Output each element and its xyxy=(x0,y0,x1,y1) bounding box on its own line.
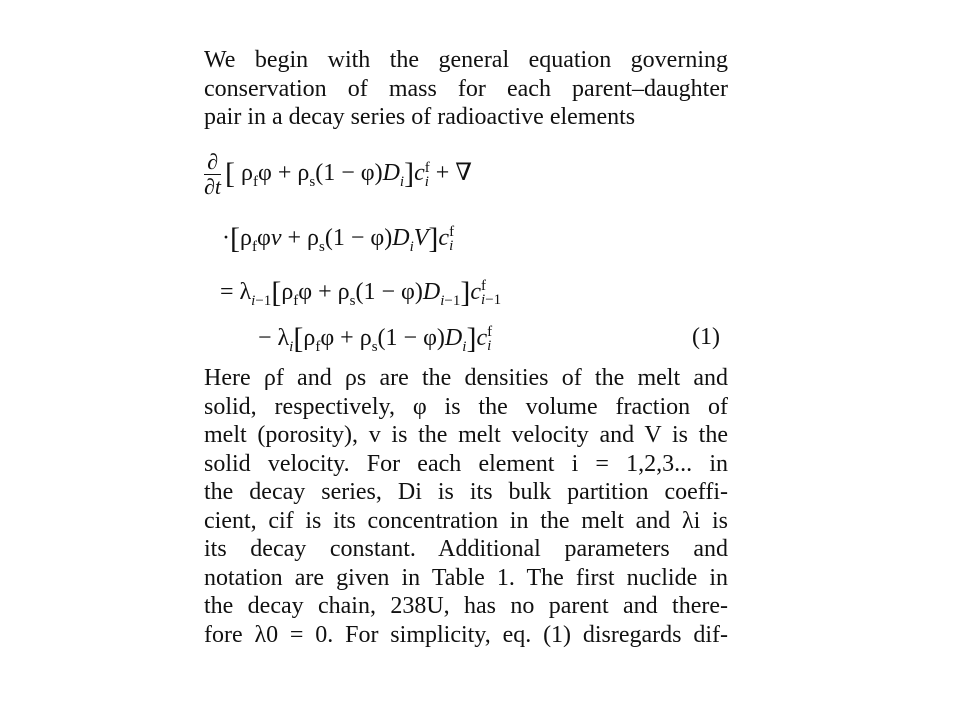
equation-line-2: $\cdot[\rho_f\varphi v + \rho_s(1 - \varphi)D_iV]c$ f i xyxy=(222,222,455,255)
intro-line: We begin with the general equation governing xyxy=(204,47,728,73)
body-line: cient, cif is its concentration in the melt and λi is xyxy=(204,507,728,534)
intro-line: conservation of mass for each parent–daughter xyxy=(204,75,728,102)
body-line: solid, respectively, φ is the volume fraction of xyxy=(204,393,728,420)
body-line: solid velocity. For each element i = 1,2,3... in xyxy=(204,450,728,477)
equation-line-1: $\frac{\partial}{\partial t}$ [ $\rho_f\varphi + \rho_s(1 - \varphi)D_i]c$ f i + ∇ xyxy=(204,149,473,199)
body-line: the decay series, Di is its bulk partition coeffi- xyxy=(204,479,728,505)
body-line: its decay constant. Additional parameters and xyxy=(204,536,728,562)
body-line: the decay chain, 238U, has no parent and there- xyxy=(204,593,728,619)
body-line: notation are given in Table 1. The first nuclide in xyxy=(204,564,728,591)
intro-line: pair in a decay series of radioactive elements xyxy=(204,104,636,130)
body-line: fore λ0 = 0. For simplicity, eq. (1) disregards dif- xyxy=(204,621,728,648)
intro-paragraph xyxy=(204,46,728,132)
body-line: melt (porosity), v is the melt velocity and V is the xyxy=(204,422,728,448)
body-line: Here ρf and ρs are the densities of the melt and xyxy=(204,365,728,391)
equation-line-4: − $\lambda_i[\rho_f\varphi + \rho_s(1 - \varphi)D_i]c$ f i xyxy=(258,322,493,355)
equation-line-3: = $\lambda_{i-1}[\rho_f\varphi + \rho_s(1 - \varphi)D_{i-1}]c$ f i−1 xyxy=(220,276,502,309)
body-paragraph xyxy=(204,364,728,649)
equation-number: (1) xyxy=(692,324,720,350)
